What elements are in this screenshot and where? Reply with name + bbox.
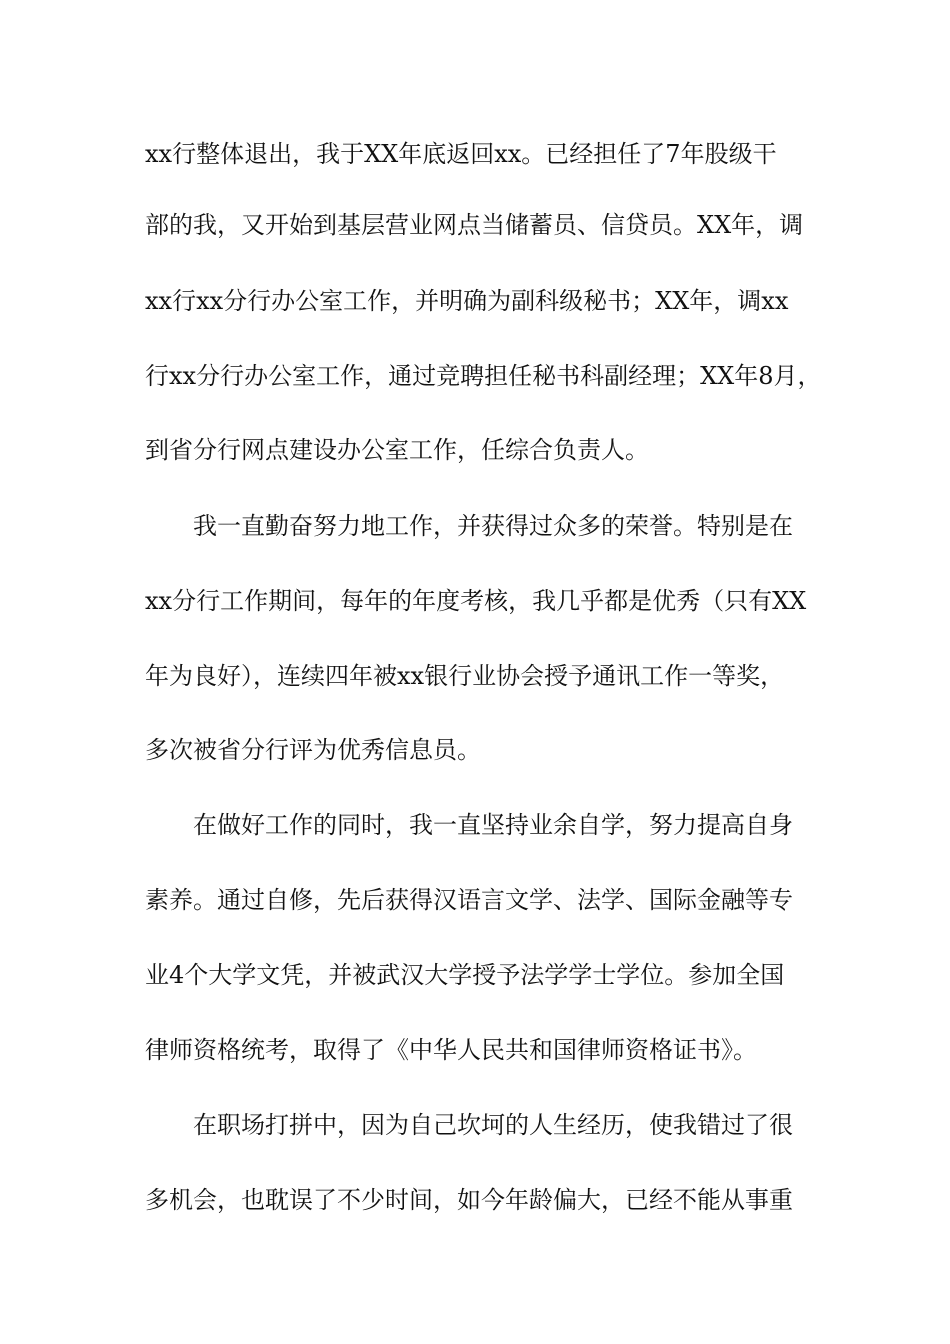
text-line: 在职场打拼中，因为自己坎坷的人生经历，使我错过了很 bbox=[193, 1111, 793, 1139]
text-line: 素养。通过自修，先后获得汉语言文学、法学、国际金融等专 bbox=[145, 886, 793, 914]
text-line: xx分行工作期间，每年的年度考核，我几乎都是优秀（只有XX bbox=[145, 587, 807, 615]
text-line: 律师资格统考，取得了《中华人民共和国律师资格证书》。 bbox=[145, 1036, 757, 1064]
text-line: 年为良好），连续四年被xx银行业协会授予通讯工作一等奖， bbox=[145, 662, 785, 690]
text-line: 多机会，也耽误了不少时间，如今年龄偏大，已经不能从事重 bbox=[145, 1186, 793, 1214]
text-line: 到省分行网点建设办公室工作，任综合负责人。 bbox=[145, 436, 649, 464]
text-line: 部的我，又开始到基层营业网点当储蓄员、信贷员。XX年，调 bbox=[145, 211, 804, 239]
text-line: 多次被省分行评为优秀信息员。 bbox=[145, 736, 481, 764]
text-line: 在做好工作的同时，我一直坚持业余自学，努力提高自身 bbox=[193, 811, 793, 839]
text-line: xx行xx分行办公室工作，并明确为副科级秘书；XX年，调xx bbox=[145, 287, 789, 315]
text-line: 业4个大学文凭，并被武汉大学授予法学学士学位。参加全国 bbox=[145, 961, 785, 989]
text-line: 行xx分行办公室工作，通过竞聘担任秘书科副经理；XX年8月， bbox=[145, 362, 822, 390]
text-line: xx行整体退出，我于XX年底返回xx。已经担任了7年股级干 bbox=[145, 140, 777, 168]
text-line: 我一直勤奋努力地工作，并获得过众多的荣誉。特别是在 bbox=[193, 512, 793, 540]
